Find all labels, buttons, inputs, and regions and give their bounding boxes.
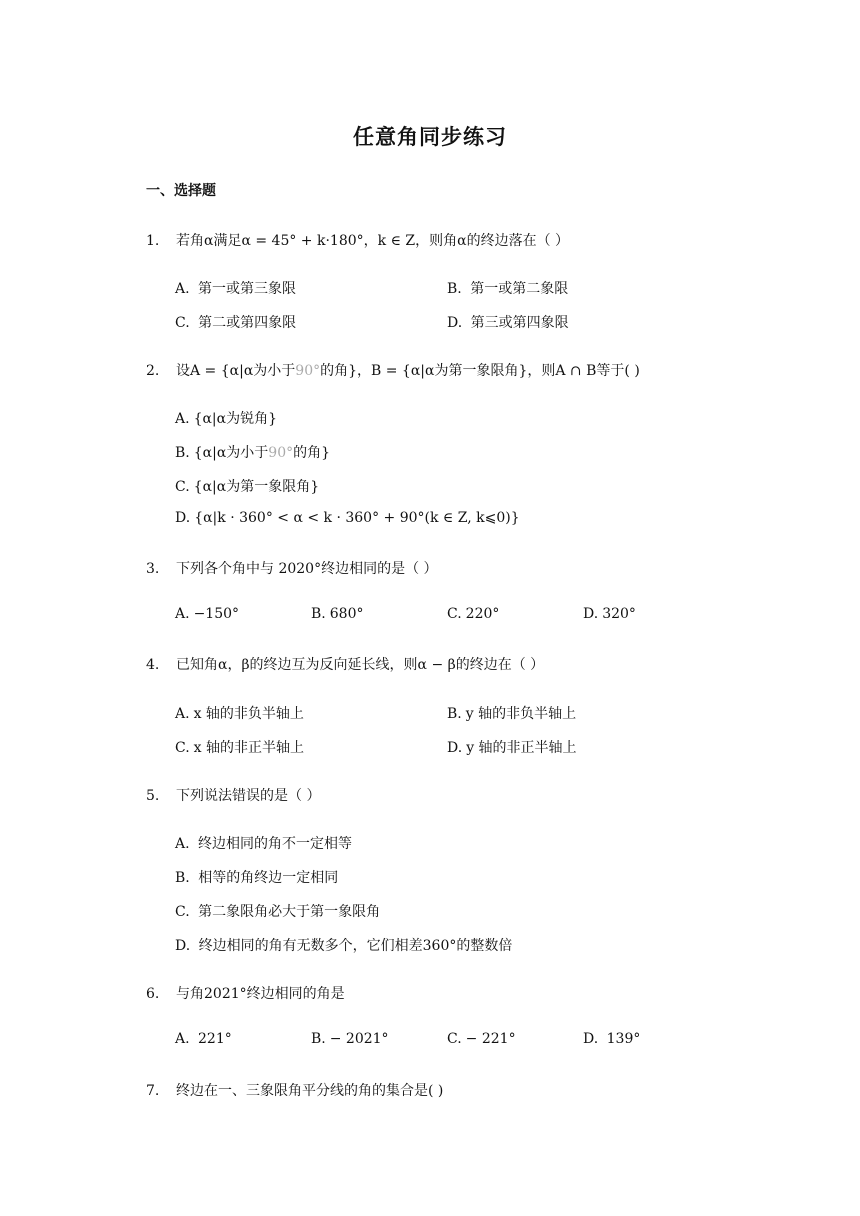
option-1b: B. 第一或第二象限 xyxy=(447,281,569,297)
question-stem: 终边在一、三象限角平分线的角的集合是( ) xyxy=(176,1083,444,1099)
question-number: 5. xyxy=(146,788,160,804)
option-4a: A. x 轴的非负半轴上 xyxy=(175,706,304,722)
option-2c: C. {α|α为第一象限角} xyxy=(175,479,320,495)
option-5d: D. 终边相同的角有无数多个，它们相差360°的整数倍 xyxy=(175,938,513,954)
question-stem: 若角α满足α = 45° + k·180°，k ∈ Z，则角α的终边落在（ ） xyxy=(176,233,570,249)
question-number: 3. xyxy=(146,561,160,577)
faded-text: 90° xyxy=(268,445,294,461)
option-3a: A. −150° xyxy=(175,606,240,622)
option-4d: D. y 轴的非正半轴上 xyxy=(447,740,577,756)
option-2a: A. {α|α为锐角} xyxy=(175,411,278,427)
question-stem: 与角2021°终边相同的角是 xyxy=(176,986,345,1002)
option-6b: B. − 2021° xyxy=(311,1031,389,1047)
question-4 xyxy=(146,654,544,674)
question-5 xyxy=(146,785,320,805)
question-2: 2. 设A = {α|α为小于90°的角}，B = {α|α为第一象限角}，则A ∩ B等于( ) xyxy=(146,363,640,379)
document-title: 任意角同步练习 xyxy=(353,125,507,149)
option-6a: A. 221° xyxy=(175,1031,232,1047)
question-number: 4. xyxy=(146,657,160,673)
question-stem: 已知角α，β的终边互为反向延长线，则α − β的终边在（ ） xyxy=(176,657,545,673)
option-4c: C. x 轴的非正半轴上 xyxy=(175,740,305,756)
section-heading: 一、选择题 xyxy=(146,183,216,199)
option-3d: D. 320° xyxy=(583,606,636,622)
faded-text: 90° xyxy=(295,363,321,379)
option-2b: B. {α|α为小于90°的角} xyxy=(175,445,331,461)
option-1d: D. 第三或第四象限 xyxy=(447,315,569,331)
option-5b: B. 相等的角终边一定相同 xyxy=(175,870,339,886)
question-stem: 下列说法错误的是（ ） xyxy=(176,788,321,804)
question-7 xyxy=(146,1080,443,1100)
question-number: 7. xyxy=(146,1083,160,1099)
question-number: 1. xyxy=(146,233,160,249)
option-1a: A. 第一或第三象限 xyxy=(175,281,297,297)
option-4b: B. y 轴的非负半轴上 xyxy=(447,706,577,722)
option-2d: D. {α|k · 360° < α < k · 360° + 90°(k ∈ Z, k⩽0)} xyxy=(175,510,520,526)
question-stem: 下列各个角中与 2020°终边相同的是（ ） xyxy=(176,561,438,577)
question-6 xyxy=(146,983,345,1003)
option-5a: A. 终边相同的角不一定相等 xyxy=(175,836,353,852)
option-5c: C. 第二象限角必大于第一象限角 xyxy=(175,904,381,920)
option-6d: D. 139° xyxy=(583,1031,641,1047)
option-3c: C. 220° xyxy=(447,606,500,622)
question-number: 6. xyxy=(146,986,160,1002)
option-3b: B. 680° xyxy=(311,606,364,622)
question-3 xyxy=(146,558,438,578)
question-number: 2. xyxy=(146,363,160,379)
option-1c: C. 第二或第四象限 xyxy=(175,315,297,331)
option-6c: C. − 221° xyxy=(447,1031,516,1047)
question-1 xyxy=(146,230,569,250)
